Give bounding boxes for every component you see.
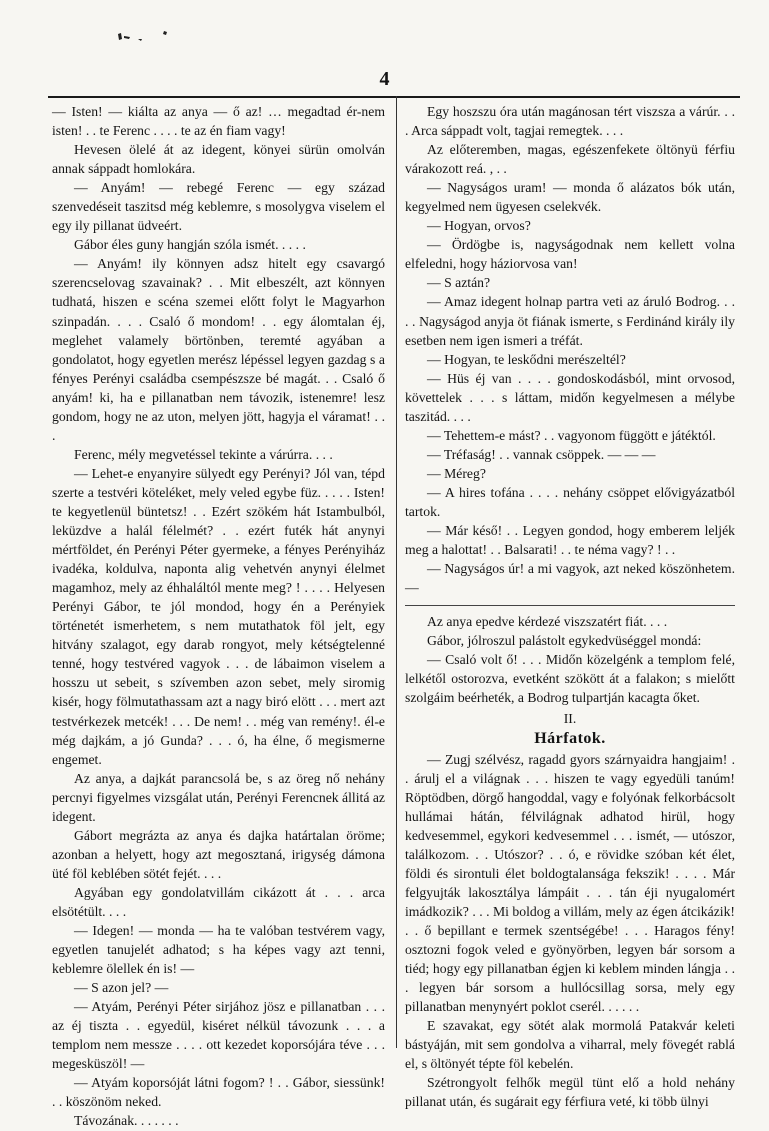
paragraph: — Atyám koporsóját látni fogom? ! . . Gábor, siessünk! . . köszönöm neked.	[52, 1075, 385, 1110]
paragraph: — A hires tofána . . . . nehány csöppet elővigyázatból tartok.	[405, 484, 735, 519]
section-number: II.	[563, 711, 577, 727]
paragraph: — Hogyan, orvos?	[427, 218, 531, 234]
paragraph: — Isten! — kiálta az anya — ő az! … megadtad ér-nem isten! . . te Ferenc . . . . te az én fiam vagy!	[52, 104, 385, 139]
section-title: Hárfatok.	[534, 729, 606, 747]
right-column	[405, 102, 735, 1110]
column-divider	[396, 96, 397, 1048]
paragraph: — S azon jel? —	[74, 980, 169, 996]
paragraph: — Atyám, Perényi Péter sirjához jösz e pillanatban . . . az éj tiszta . . egyedül, kiséret nélkül távozunk . . . a templom nem messze . . . . ott kezedet koporsójára téve . . . megesküszöl! —	[52, 999, 385, 1072]
paragraph: Gábort megrázta az anya és dajka határtalan öröme; azonban a helyett, hogy azt megosztaná, irigység dámona üté föl keblében sötét fejét. . . .	[52, 827, 385, 881]
ink-blot-mark	[112, 30, 172, 44]
paragraph: Az anya, a dajkát parancsolá be, s az öreg nő nehány percnyi figyelmes vizsgálat után, Perényi Ferencnek állitá az idegent.	[52, 770, 385, 824]
paragraph: — Lehet-e enyanyire sülyedt egy Perényi? Jól van, tépd szerte a testvéri köteléket, mely veled egybe füz. . . . . Isten! te kegyetlenül büntetsz! . . Ezért szökém hát Istambulból, leküzdve a halál félelmét? . . ezért futék hát anynyi mértföldet, én Perényi Péter gyermeke, a fényes Perényiház ivadéka, koldulva, naponta alig vehetvén anynyi élelmet magamhoz, mely az éhhaláltól mente meg? ! . . . . Helyesen Perényi Gábor, te jól mondod, hogy én a Perényiek történetét ismerhetem, s nem mutathatok föl jelt, egy hitvány szalagot, egy darab rongyot, mely kétségtelenné tenné, hogy testvéred vagyok . . . de lábaimon viselem a hosszu ut sebeit, s szívemben azon sebet, mely siromig kisér, hogy fölmutathassam azt a nagy biró elött . . . mert azt testvérkezek metcék! . . . De nem! . . még van remény!. él-e még dajkám, a jó Gunda? . . . ó, ha élne, ő megismerne engemet.	[52, 465, 385, 767]
paragraph: — Zugj szélvész, ragadd gyors szárnyaidra hangjaim! . . árulj el a világnak . . . hiszen te vagy egyedüli tanúm! Röptödben, dörgő hangoddal, vagy e folyónak felkorbácsolt hullámai hátán, félvilágnak adhatod hirül, hogy kedvesemmel, egykori kedvesemmel . . . ismét, — utószor, találkozom. . . Utószor? . . ó, e rövidke szóban két élet, földi és sirontuli élet boldogtalansága fekszik! . . . . Már felgyujták lakosztálya lámpáit . . . tán éji nyugalomért imádkozik? . . . Mi boldog a villám, mely az égen átcikázik! . . ő bepillant e termek szentségébe! . . . Haragos fény! osztozni fogok veled e gyönyörben, legyen bár sorsom a tiéd; hogy egy pillanatban égjen ki keblem minden lángja . . . legyen bár sorsom a hullócsillag sorsa, mely egy pillanatban menynyért poklot cserél. . . . . .	[405, 751, 735, 1015]
paragraph: — S aztán?	[427, 275, 491, 291]
paragraph: — Nagyságos úr! a mi vagyok, azt neked köszönhetem. —	[405, 561, 735, 596]
paragraph: Agyában egy gondolatvillám cikázott át . . . arca elsötétült. . . .	[52, 884, 385, 919]
paragraph: Az anya epedve kérdezé viszszatért fiát. . . .	[427, 614, 668, 630]
paragraph: Egy hoszszu óra után magánosan tért viszsza a várúr. . . . Arca sáppadt volt, tagjai remegtek. . . .	[405, 104, 735, 139]
paragraph: E szavakat, egy sötét alak mormolá Patakvár keleti bástyáján, mit sem gondolva a viharral, mely fövegét rablá el, s öltönyét tépte föl kebelén.	[405, 1018, 735, 1072]
section-separator	[405, 605, 735, 606]
paragraph: — Idegen! — monda — ha te valóban testvérem vagy, egyetlen tanujelét adhatod; s ha képes vagy azt tenni, keblemre ölellek én is! —	[52, 923, 385, 977]
paragraph: Szétrongyolt felhők megül tünt elő a hold nehány pillanat után, és sugárait egy férfiura veté, ki több ülnyi	[405, 1075, 735, 1110]
paragraph: — Anyám! — rebegé Ferenc — egy század szenvedéseit taszitsd még keblemre, s mosolygva viselem el egy ily pillanat üdveért.	[52, 180, 385, 234]
paragraph: — Tréfaság! . . vannak csöppek. — — —	[427, 446, 656, 462]
paragraph: — Tehettem-e mást? . . vagyonom függött e játéktól.	[427, 427, 716, 443]
page-number: 4	[379, 68, 390, 90]
paragraph: Gábor éles guny hangján szóla ismét. . . . .	[74, 237, 306, 253]
left-column	[52, 102, 385, 1129]
paragraph: — Már késő! . . Legyen gondod, hogy emberem leljék meg a halottat! . . Balsarati! . . te néma vagy? ! . .	[405, 523, 735, 558]
paragraph: — Hogyan, te leskődni merészeltél?	[427, 351, 626, 367]
paragraph: Ferenc, mély megvetéssel tekinte a várúrra. . . .	[74, 446, 333, 462]
paragraph: Az előteremben, magas, egészenfekete öltönyü férfiu várakozott reá. , . .	[405, 142, 735, 177]
paragraph: — Csaló volt ő! . . . Midőn közelgénk a templom felé, lelkétől ostorozva, evetként szökött át a falakon; s mielőtt szolgáim beérheték, a Bodrog tulpartján kacagta őket.	[405, 652, 735, 706]
paragraph: — Ördögbe is, nagyságodnak nem kellett volna elfeledni, hogy háziorvosa van!	[405, 237, 735, 272]
paragraph: Gábor, jólroszul palástolt egykedvüséggel mondá:	[427, 633, 702, 649]
paragraph: Hevesen ölelé át az idegent, könyei sürün omolván annak sáppadt homlokára.	[52, 142, 385, 177]
paragraph: — Méreg?	[427, 465, 486, 481]
header-rule	[48, 96, 740, 98]
paragraph: — Nagyságos uram! — monda ő alázatos bók után, kegyelmed nem ügyesen cselekvék.	[405, 180, 735, 215]
paragraph: — Anyám! ily könnyen adsz hitelt egy csavargó szerencselovag szavainak? . . Mit elbeszélt, azt könnyen tudhatá, hiszen e scéna szemei előtt folyt le Magyarhon szinpadán. . . . Csaló ő mondom! . . egy álomtalan éj, meglehet valamely börtönben, teremté agyában a gondolatot, hogy egyetlen merész lépéssel legyen gazdag s a fényes Perényi családba csempészsze bé magát. . . Csaló ő anyám! ki, ha e pillanatban nem távozik, istenemre! lesz gondom, hogy ne az uton, melyen jött, hagyja el váramat! . . .	[52, 256, 385, 443]
paragraph: — Amaz idegent holnap partra veti az áruló Bodrog. . . . . Nagyságod anyja öt fiának ismerte, s Ferdinánd király ily esetben nem igen ismeri a tréfát.	[405, 294, 735, 348]
paragraph: Távozának. . . . . . .	[74, 1113, 179, 1129]
paragraph: — Hüs éj van . . . . gondoskodásból, mint orvosod, követtelek . . . s láttam, midőn kegyelmesen a mélybe taszitád. . . .	[405, 370, 735, 424]
